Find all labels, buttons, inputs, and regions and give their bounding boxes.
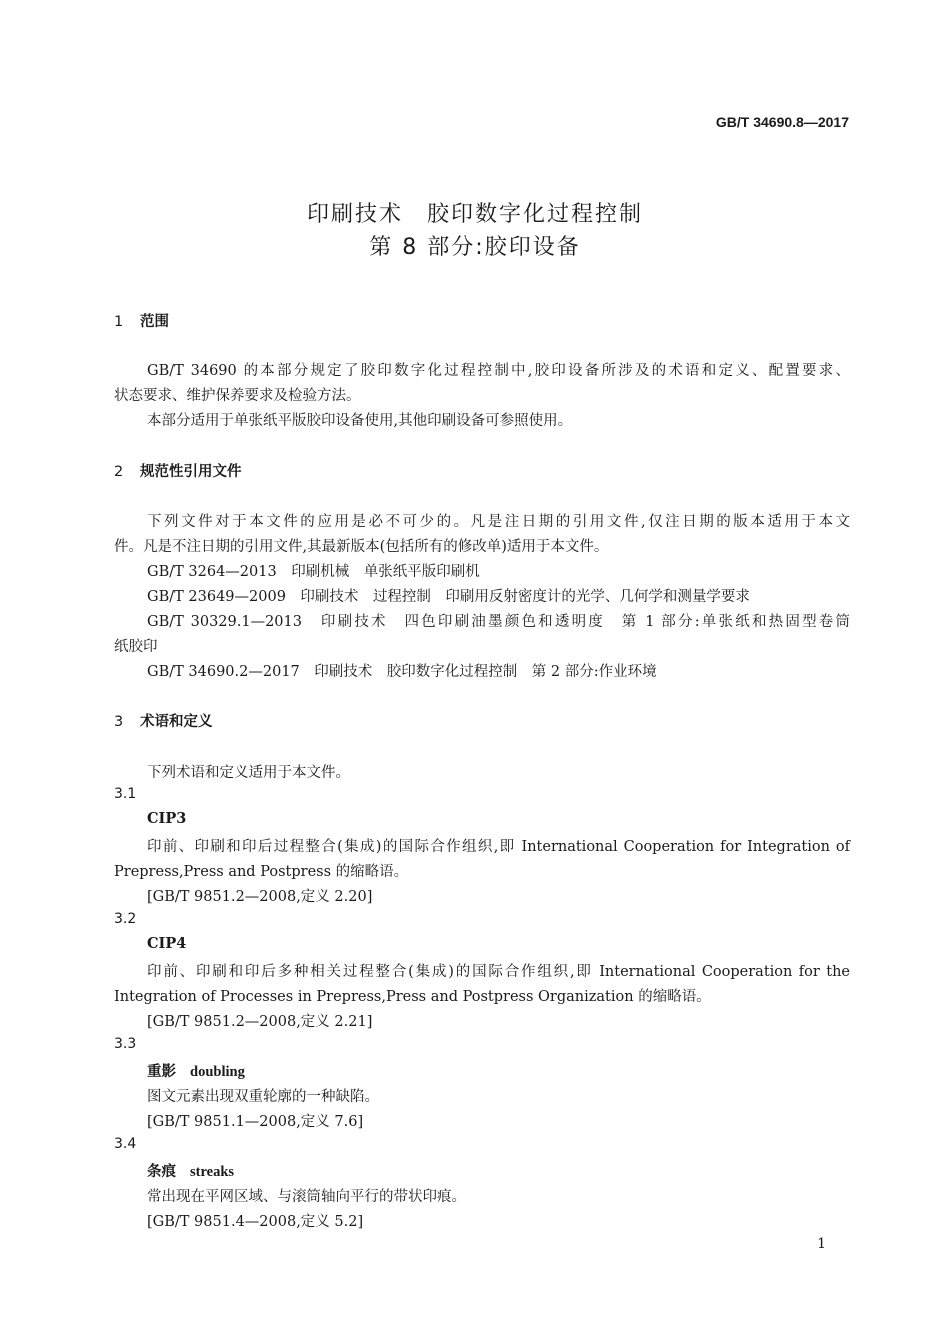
paragraph (147, 510, 850, 531)
reference-item: GB/T 34690.2—2017 印刷技术 胶印数字化过程控制 第 2 部分:作业环境 (147, 664, 657, 680)
paragraph-line: GB/T 30329.1—2013 印刷技术 四色印刷油墨颜色和透明度 第 1 部分:单张纸和热固型卷筒 (147, 614, 850, 630)
term-name: 重影 (147, 1063, 176, 1080)
section-2-heading (114, 460, 242, 481)
term-source: [GB/T 9851.4—2008,定义 5.2] (147, 1214, 364, 1230)
clause-number: 3.2 (114, 911, 137, 927)
term-source: [GB/T 9851.1—2008,定义 7.6] (147, 1114, 364, 1130)
paragraph-line: 印前、印刷和印后多种相关过程整合(集成)的国际合作组织,即 International Cooperation for the (147, 964, 850, 980)
paragraph-line: 状态要求、维护保养要求及检验方法。 (114, 388, 361, 404)
paragraph-line: GB/T 34690 的本部分规定了胶印数字化过程控制中,胶印设备所涉及的术语和定义、配置要求、 (147, 363, 850, 379)
document-title-line1: 印刷技术 胶印数字化过程控制 (306, 202, 643, 227)
section-title: 规范性引用文件 (140, 464, 242, 480)
section-3-heading (114, 710, 213, 731)
paragraph-line: Prepress,Press and Postpress 的缩略语。 (114, 864, 409, 880)
term-source: [GB/T 9851.2—2008,定义 2.20] (147, 889, 373, 905)
term-name: CIP3 (147, 810, 187, 827)
term-entry (147, 810, 186, 827)
term-definition (147, 835, 850, 856)
section-1-heading (114, 310, 169, 331)
standard-number: GB/T 34690.8—2017 (715, 114, 849, 130)
term-definition: 图文元素出现双重轮廓的一种缺陷。 (147, 1089, 379, 1105)
term-name: 条痕 (147, 1163, 176, 1180)
clause-number: 3.4 (114, 1136, 137, 1152)
clause-number: 3.1 (114, 786, 137, 802)
section-number: 2 (114, 464, 124, 480)
reference-item (147, 610, 850, 631)
term-english: streaks (190, 1164, 235, 1180)
term-definition: 常出现在平网区域、与滚筒轴向平行的带状印痕。 (147, 1189, 466, 1205)
section-number: 3 (114, 714, 124, 730)
paragraph: 本部分适用于单张纸平版胶印设备使用,其他印刷设备可参照使用。 (147, 413, 573, 429)
paragraph: 下列术语和定义适用于本文件。 (147, 765, 350, 781)
term-entry (147, 1160, 234, 1181)
paragraph-line: 纸胶印 (114, 639, 158, 655)
paragraph-line: 印前、印刷和印后过程整合(集成)的国际合作组织,即 International Cooperation for Integration of (147, 839, 850, 855)
reference-item: GB/T 23649—2009 印刷技术 过程控制 印刷用反射密度计的光学、几何学和测量学要求 (147, 589, 750, 605)
page-number: 1 (817, 1236, 826, 1252)
section-number: 1 (114, 314, 124, 330)
term-english: doubling (190, 1064, 245, 1080)
document-title-line2: 第 8 部分:胶印设备 (369, 235, 581, 260)
paragraph-line: 下列文件对于本文件的应用是必不可少的。凡是注日期的引用文件,仅注日期的版本适用于本文 (147, 514, 850, 530)
paragraph-line: 件。凡是不注日期的引用文件,其最新版本(包括所有的修改单)适用于本文件。 (114, 539, 609, 555)
term-definition (147, 960, 850, 981)
term-source: [GB/T 9851.2—2008,定义 2.21] (147, 1014, 373, 1030)
section-title: 术语和定义 (140, 714, 213, 730)
reference-item: GB/T 3264—2013 印刷机械 单张纸平版印刷机 (147, 564, 480, 580)
term-name: CIP4 (147, 935, 187, 952)
paragraph-line: Integration of Processes in Prepress,Press and Postpress Organization 的缩略语。 (114, 989, 711, 1005)
term-entry (147, 1060, 245, 1081)
term-entry (147, 935, 186, 952)
paragraph (147, 359, 850, 380)
clause-number: 3.3 (114, 1036, 137, 1052)
section-title: 范围 (140, 314, 169, 330)
